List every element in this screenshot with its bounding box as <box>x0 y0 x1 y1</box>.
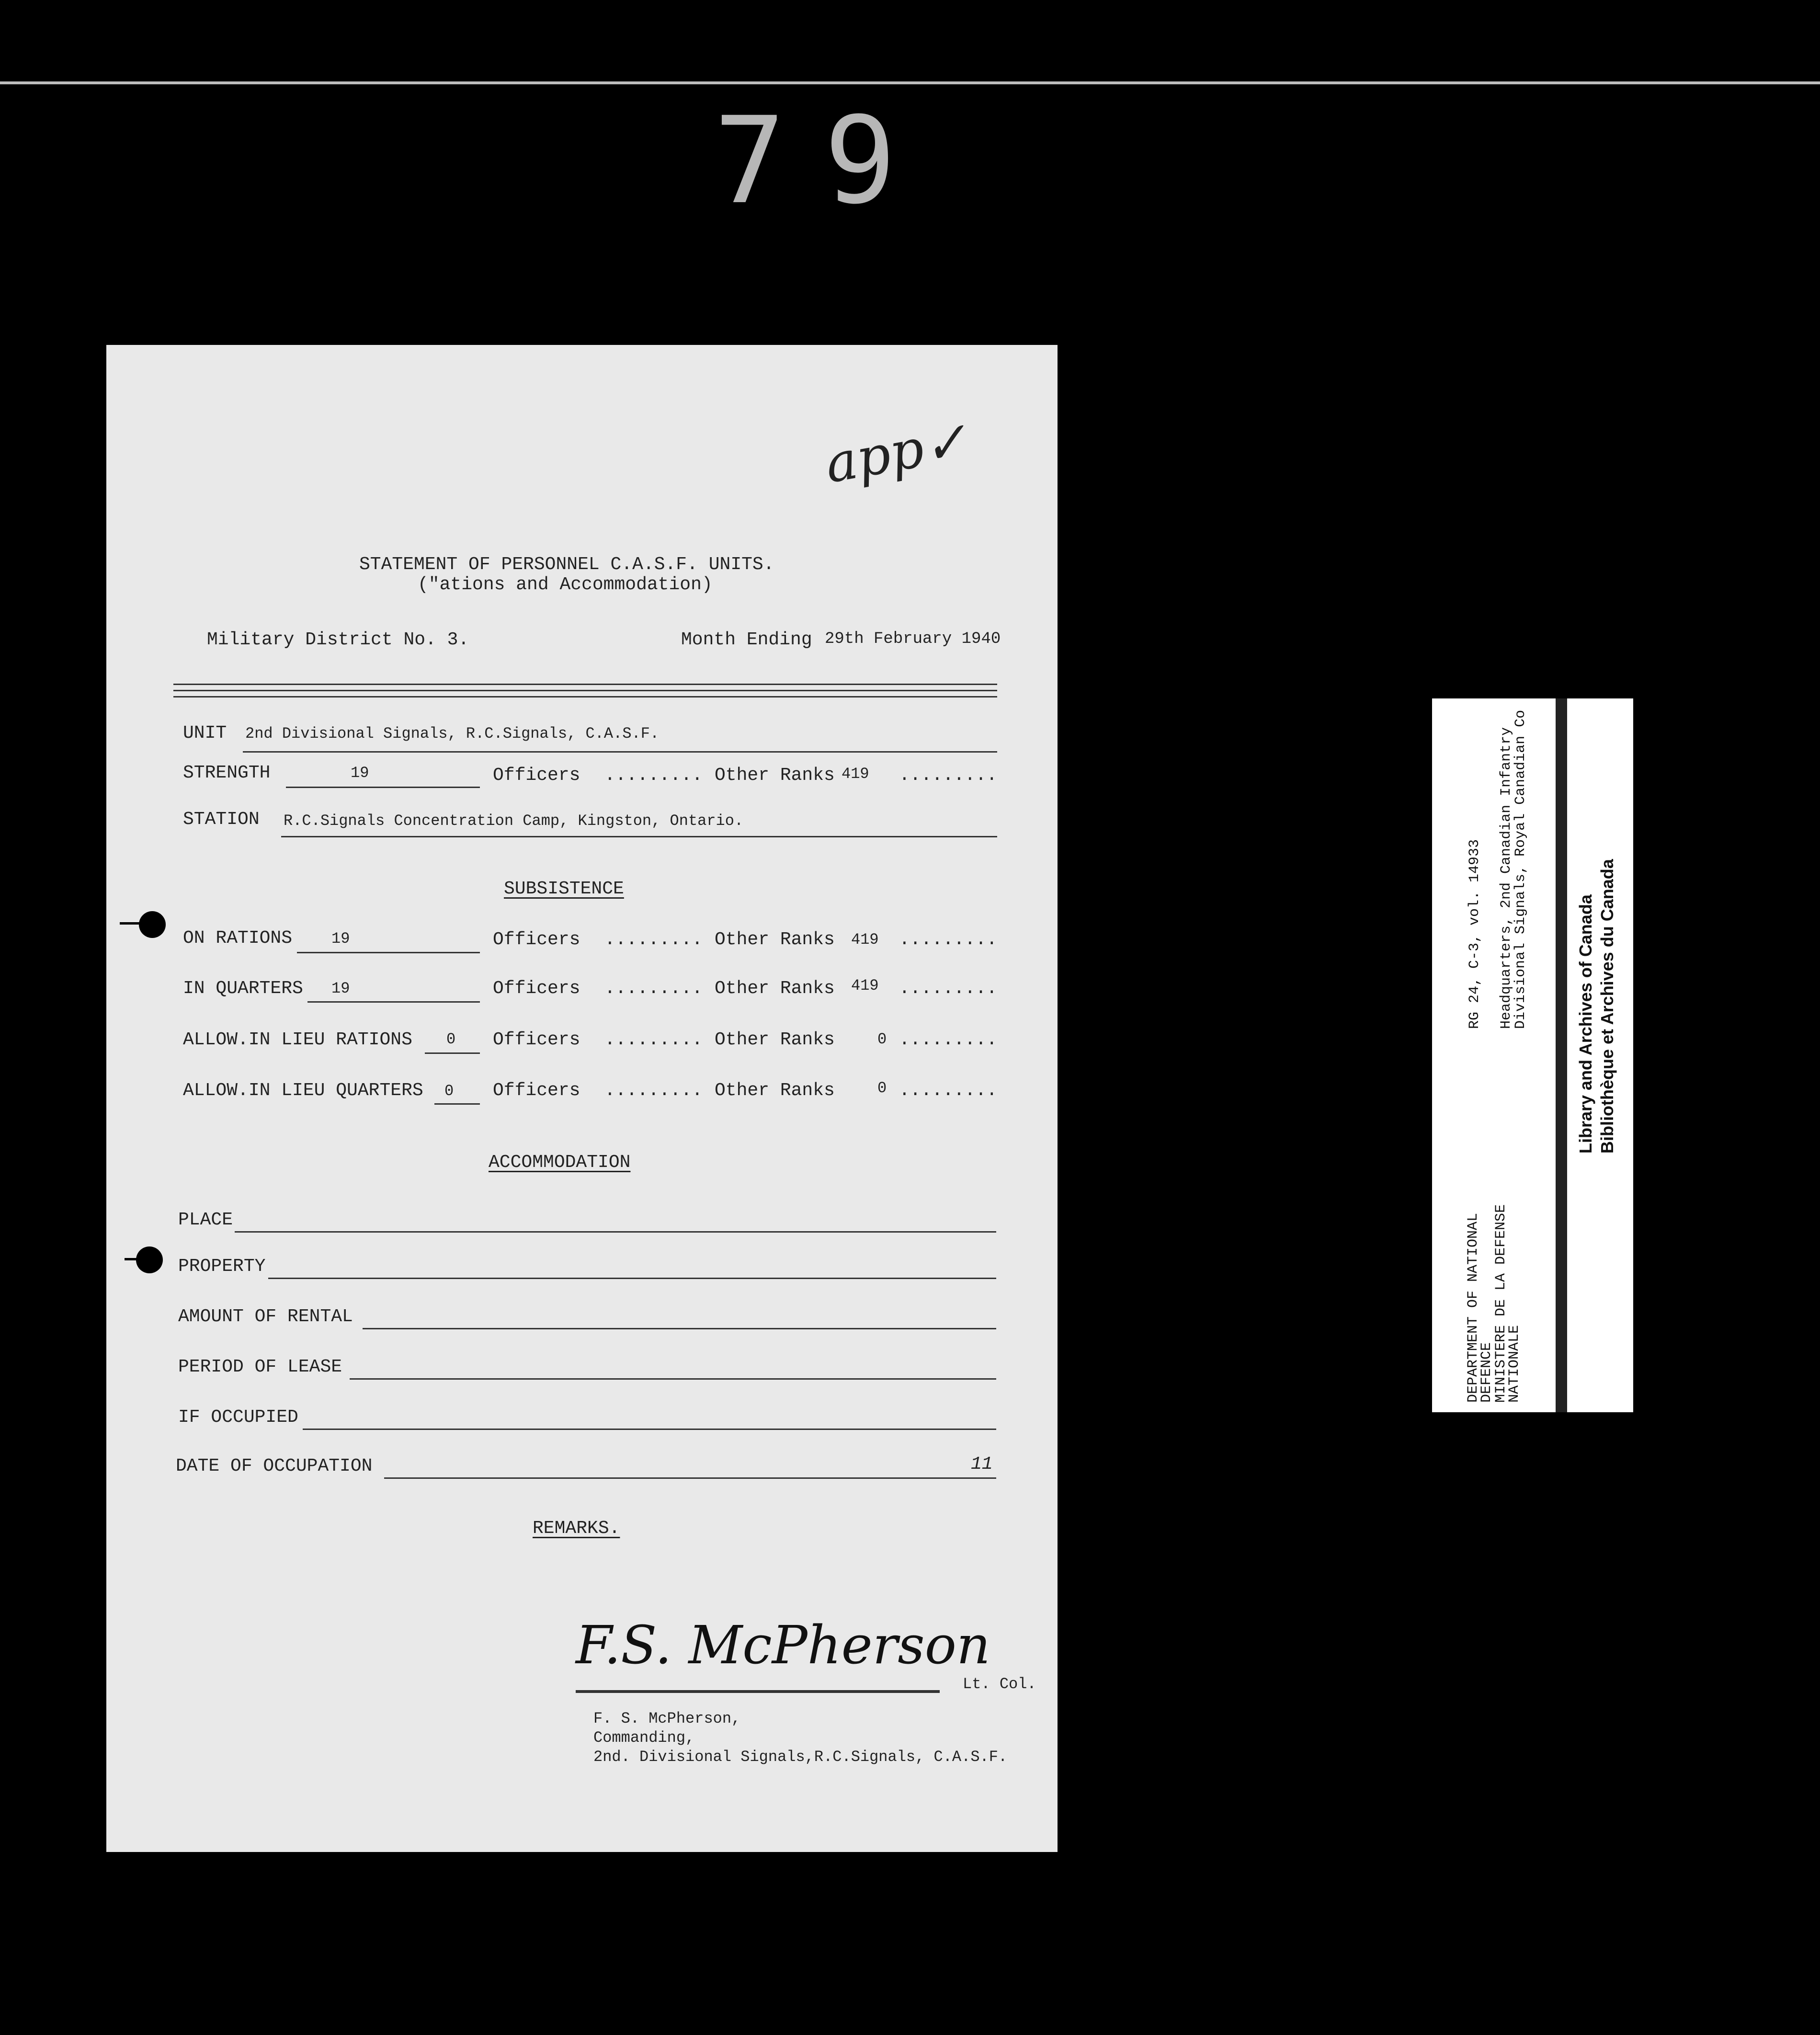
stamp-institution-fr: Bibliothèque et Archives du Canada <box>1597 859 1617 1154</box>
allow-lieu-quarters-label: ALLOW.IN LIEU QUARTERS <box>183 1080 423 1101</box>
on-rations-officers-label: Officers <box>493 929 580 950</box>
archive-stamp <box>1432 698 1633 1412</box>
strength-dots: ......... <box>604 765 703 786</box>
strength-other-ranks-label: Other Ranks <box>715 765 835 786</box>
signatory-name: F. S. McPherson, <box>593 1710 741 1727</box>
in-quarters-officers-label: Officers <box>493 978 580 999</box>
in-quarters-other-ranks-label: Other Ranks <box>715 978 835 999</box>
on-rations-other-ranks-label: Other Ranks <box>715 929 835 950</box>
on-rations-other-ranks-dots: ......... <box>899 929 998 950</box>
punch-hole <box>136 1246 163 1273</box>
strength-other-ranks-value: 419 <box>842 765 869 783</box>
allow-lieu-rations-officers-label: Officers <box>493 1029 580 1050</box>
if-occupied-line <box>303 1429 996 1430</box>
stamp-reference: RG 24, C-3, vol. 14933 <box>1467 839 1483 1029</box>
period-of-lease-label: PERIOD OF LEASE <box>178 1357 342 1377</box>
in-quarters-other-ranks-dots: ......... <box>899 978 998 999</box>
stamp-ministry-fr <box>1494 1204 1521 1403</box>
unit-label: UNIT <box>183 723 227 743</box>
stamp-ministry-en <box>1467 1213 1493 1403</box>
allow-lieu-rations-officers-value: 0 <box>446 1030 456 1048</box>
stamp-divider-band <box>1556 698 1567 1412</box>
station-line <box>281 836 997 837</box>
allow-lieu-rations-dots: ......... <box>604 1029 703 1050</box>
month-ending-label: Month Ending <box>681 629 812 650</box>
date-of-occupation-mark: 11 <box>971 1454 993 1475</box>
allow-lieu-quarters-line <box>434 1103 480 1105</box>
form-title: STATEMENT OF PERSONNEL C.A.S.F. UNITS. <box>359 554 774 575</box>
on-rations-other-ranks-value: 419 <box>851 931 879 949</box>
on-rations-label: ON RATIONS <box>183 928 293 949</box>
allow-lieu-quarters-other-ranks-value: 0 <box>877 1079 887 1097</box>
in-quarters-officers-value: 19 <box>331 980 350 997</box>
form-subtitle: ("ations and Accommodation) <box>418 574 713 595</box>
signature-strike <box>576 1690 940 1693</box>
signatory-role: Commanding, <box>593 1729 695 1747</box>
military-district: Military District No. 3. <box>207 629 469 650</box>
strength-officers-value: 19 <box>351 764 369 782</box>
property-line <box>268 1278 996 1279</box>
header-rule <box>173 684 997 685</box>
allow-lieu-rations-other-ranks-label: Other Ranks <box>715 1029 835 1050</box>
strength-other-ranks-dots: ......... <box>899 765 998 786</box>
stamp-description-line: Divisional Signals, Royal Canadian Co <box>1513 709 1529 1029</box>
allow-lieu-quarters-other-ranks-label: Other Ranks <box>715 1080 835 1101</box>
in-quarters-dots: ......... <box>604 978 703 999</box>
allow-lieu-quarters-officers-label: Officers <box>493 1080 580 1101</box>
strength-label: STRENGTH <box>183 763 271 783</box>
stamp-institution-en: Library and Archives of Canada <box>1576 894 1595 1154</box>
station-label: STATION <box>183 809 260 830</box>
date-of-occupation-line <box>384 1477 996 1479</box>
in-quarters-other-ranks-value: 419 <box>851 977 879 995</box>
on-rations-dots: ......... <box>604 929 703 950</box>
document-page <box>106 345 1058 1852</box>
punch-hole <box>139 911 166 938</box>
amount-of-rental-label: AMOUNT OF RENTAL <box>178 1306 353 1327</box>
allow-lieu-rations-label: ALLOW.IN LIEU RATIONS <box>183 1029 412 1050</box>
allow-lieu-quarters-dots: ......... <box>604 1080 703 1101</box>
if-occupied-label: IF OCCUPIED <box>178 1407 298 1428</box>
date-of-occupation-label: DATE OF OCCUPATION <box>176 1456 373 1476</box>
station-value: R.C.Signals Concentration Camp, Kingston, Ontario. <box>284 812 744 830</box>
film-top-rule <box>0 81 1820 84</box>
allow-lieu-rations-other-ranks-dots: ......... <box>899 1029 998 1050</box>
signature-rank: Lt. Col. <box>963 1675 1036 1693</box>
header-rule <box>173 690 997 691</box>
stamp-ministry-en-line: DEPARTMENT OF NATIONAL <box>1465 1212 1481 1403</box>
header-rule <box>173 696 997 697</box>
in-quarters-line <box>307 1001 480 1003</box>
remarks-heading: REMARKS. <box>533 1518 620 1539</box>
signatory-unit: 2nd. Divisional Signals,R.C.Signals, C.A.S.F. <box>593 1748 1008 1766</box>
unit-value: 2nd Divisional Signals, R.C.Signals, C.A.S.F. <box>245 725 660 743</box>
amount-of-rental-line <box>363 1328 996 1329</box>
in-quarters-label: IN QUARTERS <box>183 978 303 999</box>
allow-lieu-rations-other-ranks-value: 0 <box>877 1030 887 1048</box>
handwritten-signature: F.S. McPherson <box>576 1614 990 1676</box>
property-label: PROPERTY <box>178 1256 266 1277</box>
stamp-description <box>1499 710 1528 1029</box>
unit-line <box>243 751 997 753</box>
month-ending-value: 29th February 1940 <box>825 630 1001 648</box>
allow-lieu-quarters-other-ranks-dots: ......... <box>899 1080 998 1101</box>
place-label: PLACE <box>178 1210 233 1230</box>
handwritten-approval-note: app✓ <box>820 410 972 495</box>
frame-number: 79 <box>714 91 935 230</box>
strength-officers-line <box>286 787 480 788</box>
stamp-ministry-fr-line: MINISTERE DE LA DEFENSE <box>1493 1204 1509 1403</box>
on-rations-line <box>297 952 480 953</box>
accommodation-heading: ACCOMMODATION <box>489 1152 631 1173</box>
on-rations-officers-value: 19 <box>331 930 350 948</box>
allow-lieu-rations-line <box>425 1052 480 1054</box>
stamp-ministry-fr-line: NATIONALE <box>1506 1325 1523 1403</box>
period-of-lease-line <box>350 1378 996 1380</box>
stamp-ministry-en-line: DEFENCE <box>1479 1342 1495 1403</box>
strength-officers-label: Officers <box>493 765 580 786</box>
allow-lieu-quarters-officers-value: 0 <box>444 1082 454 1100</box>
stamp-description-line: Headquarters, 2nd Canadian Infantry <box>1498 727 1514 1029</box>
place-line <box>235 1231 996 1233</box>
subsistence-heading: SUBSISTENCE <box>504 879 624 899</box>
